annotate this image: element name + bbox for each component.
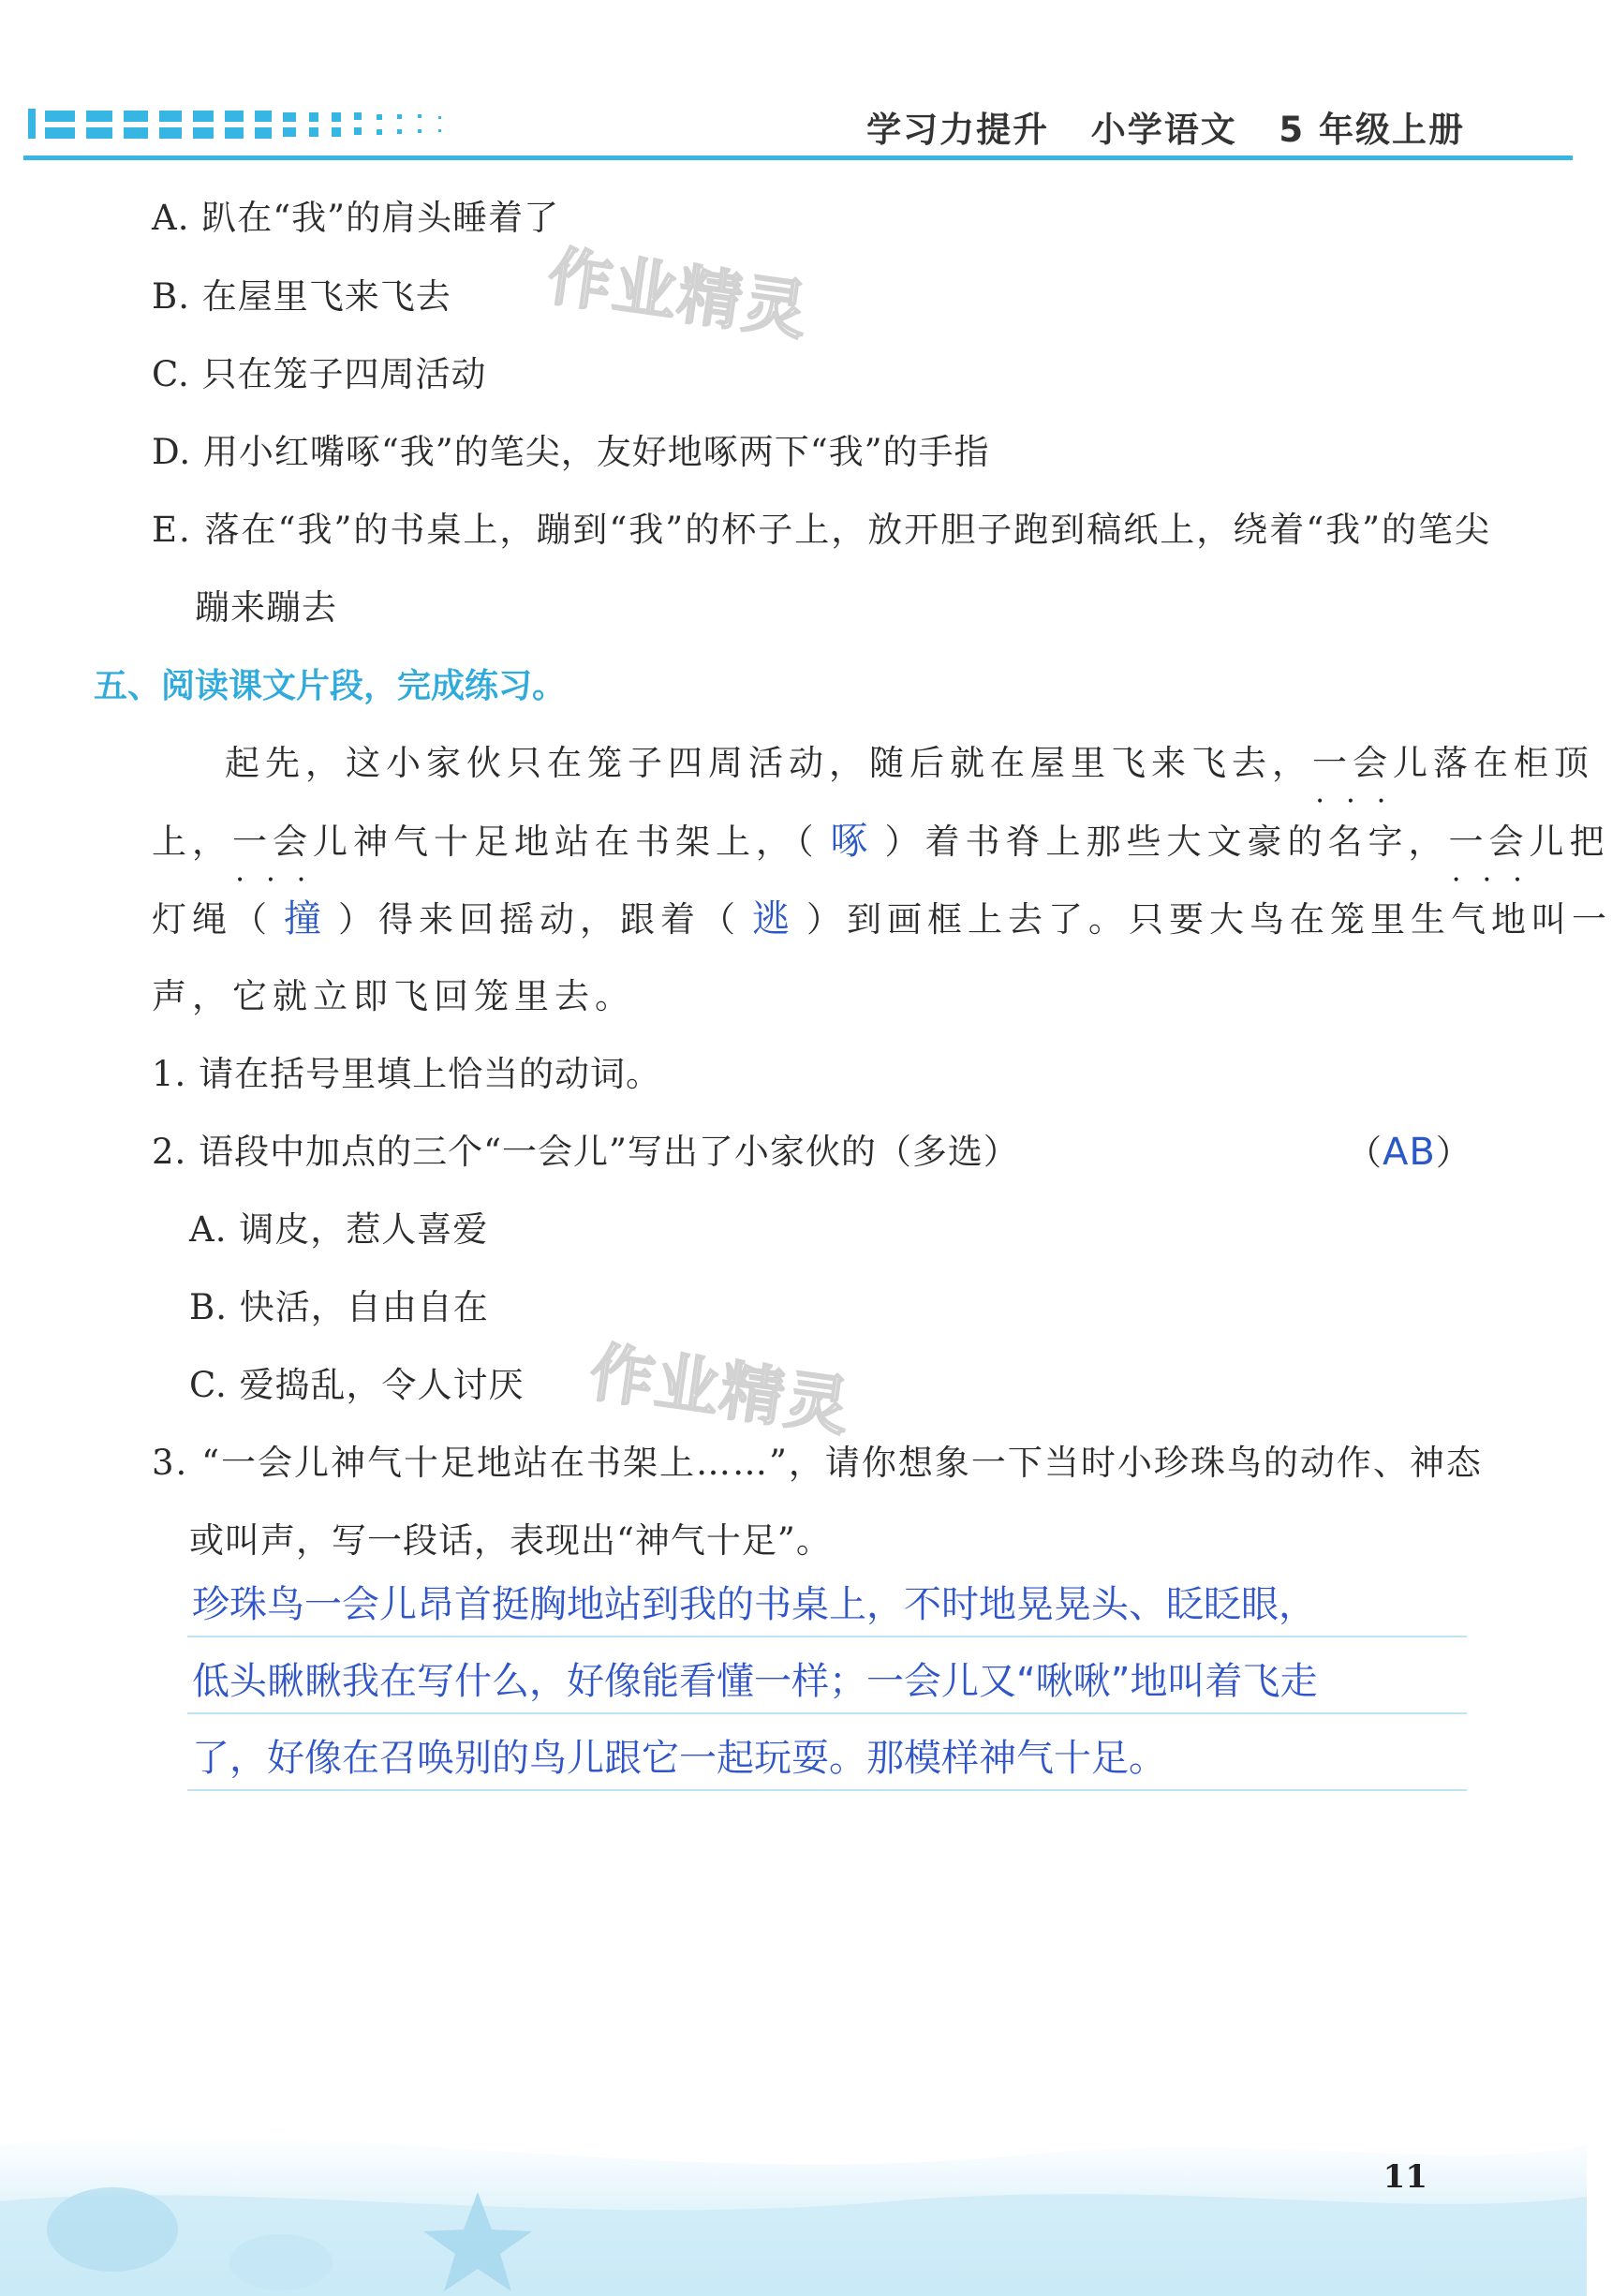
passage-line-4: 声，它就立即飞回笼里去。 [152, 976, 635, 1016]
passage-line-3 [152, 896, 1612, 943]
option-e-continued: 蹦来蹦去 [195, 587, 337, 628]
paren-open: （ [1347, 1133, 1383, 1173]
writing-rule [187, 1712, 1467, 1714]
option-d: D. 用小红嘴啄“我”的笔尖，友好地啄两下“我”的手指 [152, 432, 990, 472]
fill-answer-1[interactable]: 啄 [830, 820, 874, 863]
passage-text: 起先，这小家伙只在笼子四周活动，随后就在屋里飞来飞去， [225, 743, 1312, 783]
header-title: 学习力提升 小学语文 5 年级上册 [866, 110, 1465, 150]
passage-line-1 [225, 740, 1594, 787]
fill-answer-2[interactable]: 撞 [284, 897, 327, 941]
question-3-continued: 或叫声，写一段话，表现出“神气十足”。 [189, 1520, 832, 1561]
section-title: 五、阅读课文片段，完成练习。 [94, 667, 567, 705]
question-2-answer-box [1347, 1129, 1472, 1177]
question-2: 2. 语段中加点的三个“一会儿”写出了小家伙的（多选） [152, 1132, 1019, 1172]
writing-rule [187, 1636, 1467, 1637]
option-a: A. 趴在“我”的肩头睡着了 [152, 198, 560, 238]
passage-text: ）到画框上去了。只要大鸟在笼里生气地叫一 [806, 899, 1612, 940]
dotted-phrase: 一会儿 • • • [232, 822, 353, 862]
dotted-phrase: 一会儿 • • • [1312, 743, 1433, 783]
dotted-phrase: 一会儿 • • • [1449, 822, 1570, 862]
passage-text: 上， [152, 822, 232, 862]
header-decoration [28, 105, 459, 142]
question-1: 1. 请在括号里填上恰当的动词。 [152, 1054, 662, 1094]
q2-option-a: A. 调皮，惹人喜爱 [189, 1209, 489, 1250]
beach-footer-illustration [0, 2089, 1587, 2296]
header-divider [23, 156, 1573, 160]
watermark: 作业精灵 [585, 1335, 856, 1446]
passage-text: 落在柜顶 [1433, 743, 1594, 783]
option-c: C. 只在笼子四周活动 [152, 354, 487, 394]
passage-text: ）得来回摇动，跟着（ [338, 899, 741, 940]
fill-answer-3[interactable]: 逃 [752, 897, 795, 941]
q2-option-b: B. 快活，自由自在 [189, 1287, 489, 1327]
question-3: 3. “一会儿神气十足地站在书架上……”，请你想象一下当时小珍珠鸟的动作、神态 [152, 1443, 1483, 1483]
passage-text: 神气十足地站在书架上，（ [353, 822, 820, 862]
option-e: E. 落在“我”的书桌上，蹦到“我”的杯子上，放开胆子跑到稿纸上，绕着“我”的笔尖 [152, 510, 1492, 550]
writing-rule [187, 1789, 1467, 1791]
option-b: B. 在屋里飞来飞去 [152, 276, 451, 317]
passage-line-2 [152, 818, 1610, 866]
passage-text: ）着书脊上那些大文豪的名字， [884, 822, 1449, 862]
passage-text: 把 [1569, 822, 1610, 862]
q2-option-c: C. 爱捣乱，令人讨厌 [189, 1365, 525, 1405]
answer-line-1[interactable]: 珍珠鸟一会儿昂首挺胸地站到我的书桌上，不时地晃晃头、眨眨眼， [192, 1583, 1316, 1626]
question-2-answer[interactable]: AB [1383, 1131, 1436, 1174]
page-number: 11 [1383, 2158, 1427, 2196]
answer-line-3[interactable]: 了，好像在召唤别的鸟儿跟它一起玩耍。那模样神气十足。 [192, 1737, 1166, 1780]
passage-text: 灯绳（ [152, 899, 273, 940]
paren-close: ） [1435, 1133, 1472, 1173]
watermark: 作业精灵 [543, 239, 814, 350]
answer-line-2[interactable]: 低头瞅瞅我在写什么，好像能看懂一样；一会儿又“啾啾”地叫着飞走 [192, 1660, 1318, 1703]
